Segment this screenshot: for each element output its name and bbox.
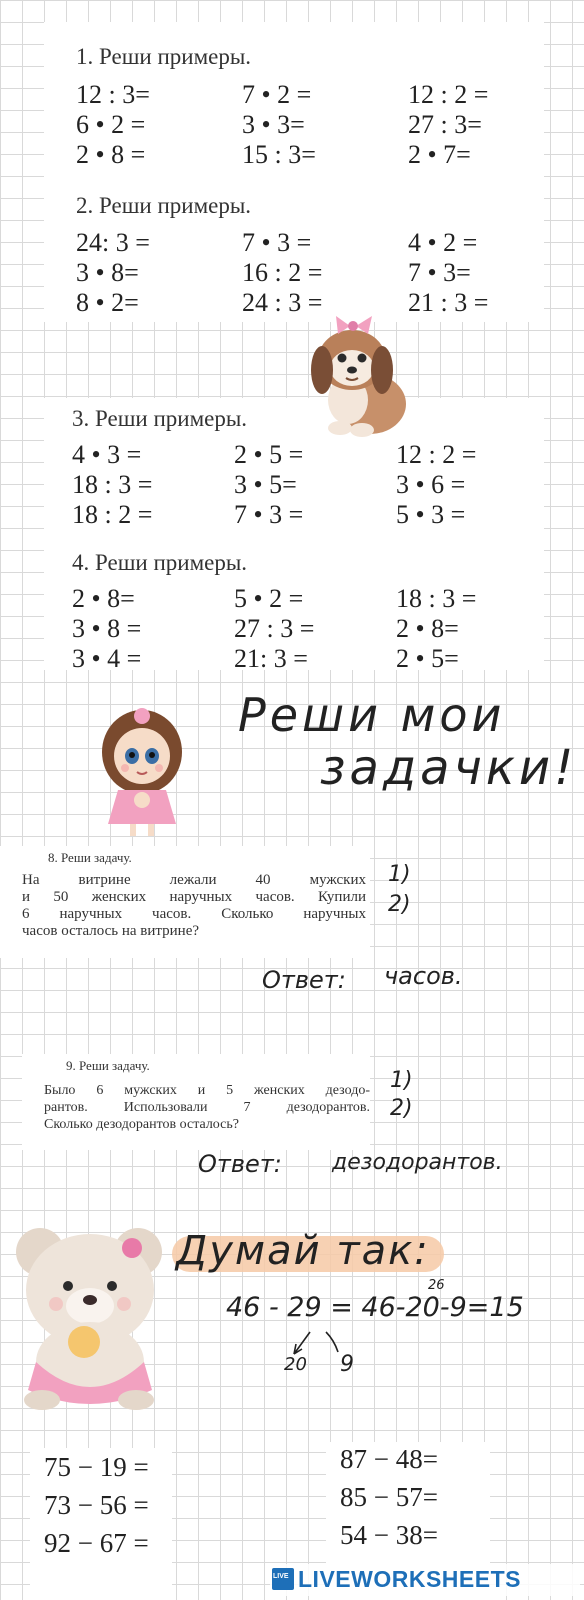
example-cell[interactable]: 12 : 2 = — [396, 440, 477, 469]
example-row — [0, 500, 584, 530]
liveworksheets-logo — [270, 1564, 580, 1596]
task-8-text — [22, 872, 366, 940]
handwritten-heading-line1: Реши мои — [238, 688, 506, 742]
think-equation: 46 - 29 = 46-20-9=15 — [226, 1292, 524, 1323]
exercise-3-grid — [0, 440, 584, 530]
example-row — [0, 140, 584, 170]
example-cell[interactable]: 27 : 3= — [408, 110, 482, 139]
think-split-right: 9 — [340, 1352, 354, 1377]
exercise-2-title: 2. Реши примеры. — [76, 193, 252, 218]
think-split-left: 20 — [284, 1354, 307, 1375]
example-cell[interactable]: 8 • 2= — [76, 288, 139, 317]
example-cell[interactable]: 7 • 3= — [408, 258, 471, 287]
task-9-title: 9. Реши задачу. — [66, 1058, 150, 1073]
example-cell[interactable]: 18 : 3 = — [72, 470, 153, 499]
task-9-answer-unit: дезодорантов. — [332, 1150, 503, 1175]
example-cell[interactable]: 12 : 3= — [76, 80, 150, 109]
bottom-example[interactable]: 85 − 57= — [340, 1482, 438, 1512]
task-9-answer-label: Ответ: — [198, 1150, 282, 1178]
example-row — [0, 470, 584, 500]
example-cell[interactable]: 7 • 3 = — [234, 500, 304, 529]
task-text-line: Было 6 мужских и 5 женских дезодо- — [44, 1083, 370, 1098]
bottom-example[interactable]: 75 − 19 = — [44, 1452, 149, 1482]
example-cell[interactable]: 12 : 2 = — [408, 80, 489, 109]
logo-text: LIVEWORKSHEETS — [298, 1566, 521, 1592]
example-cell[interactable]: 4 • 2 = — [408, 228, 478, 257]
example-cell[interactable]: 24 : 3 = — [242, 288, 323, 317]
logo-icon — [272, 1568, 294, 1590]
example-row — [0, 110, 584, 140]
example-cell[interactable]: 24: 3 = — [76, 228, 150, 257]
task-text-line: часов осталось на витрине? — [22, 923, 200, 939]
girl-illustration — [92, 700, 192, 840]
example-cell[interactable]: 18 : 2 = — [72, 500, 153, 529]
example-cell[interactable]: 27 : 3 = — [234, 614, 315, 643]
example-row — [0, 614, 584, 644]
example-cell[interactable]: 5 • 2 = — [234, 584, 304, 613]
task-text-line: На витрине лежали 40 мужских — [22, 872, 366, 888]
example-cell[interactable]: 16 : 2 = — [242, 258, 323, 287]
example-cell[interactable]: 5 • 3 = — [396, 500, 466, 529]
task-8-answer-label: Ответ: — [262, 966, 346, 994]
example-row — [0, 288, 584, 318]
example-cell[interactable]: 2 • 8 = — [76, 140, 146, 169]
bottom-example[interactable]: 54 − 38= — [340, 1520, 438, 1550]
example-cell[interactable]: 18 : 3 = — [396, 584, 477, 613]
task-text-line: Сколько дезодорантов осталось? — [44, 1117, 239, 1132]
example-cell[interactable]: 2 • 7= — [408, 140, 471, 169]
example-cell[interactable]: 2 • 5= — [396, 644, 459, 673]
example-cell[interactable]: 3 • 4 = — [72, 644, 142, 673]
example-cell[interactable]: 21 : 3 = — [408, 288, 489, 317]
task-text-line: рантов. Использовали 7 дезодорантов. — [44, 1100, 370, 1115]
task-8-answer-unit: часов. — [384, 962, 463, 990]
example-row — [0, 258, 584, 288]
example-cell[interactable]: 3 • 8 = — [72, 614, 142, 643]
task-9-step-1[interactable]: 1) — [390, 1068, 413, 1093]
task-9-text — [44, 1082, 370, 1133]
task-text-line: 6 наручных часов. Сколько наручных — [22, 906, 366, 922]
example-cell[interactable]: 2 • 5 = — [234, 440, 304, 469]
example-row — [0, 228, 584, 258]
task-8-step-1[interactable]: 1) — [388, 862, 411, 887]
example-row — [0, 80, 584, 110]
task-9-step-2[interactable]: 2) — [390, 1096, 413, 1121]
exercise-3-title: 3. Реши примеры. — [72, 406, 248, 431]
bottom-example[interactable]: 92 − 67 = — [44, 1528, 149, 1558]
exercise-2-grid — [0, 228, 584, 318]
task-8-step-2[interactable]: 2) — [388, 892, 411, 917]
example-cell[interactable]: 4 • 3 = — [72, 440, 142, 469]
task-text-line: и 50 женских наручных часов. Купили — [22, 889, 366, 905]
exercise-4-grid — [0, 584, 584, 674]
exercise-1-grid — [0, 80, 584, 170]
exercise-4-title: 4. Реши примеры. — [72, 550, 248, 575]
example-cell[interactable]: 3 • 5= — [234, 470, 297, 499]
think-title: Думай так: — [176, 1228, 430, 1274]
example-cell[interactable]: 3 • 8= — [76, 258, 139, 287]
bottom-example[interactable]: 73 − 56 = — [44, 1490, 149, 1520]
handwritten-heading-line2: задачки! — [320, 740, 578, 796]
decomposition-arrows — [286, 1330, 346, 1356]
example-cell[interactable]: 3 • 6 = — [396, 470, 466, 499]
example-row — [0, 644, 584, 674]
bottom-example[interactable]: 87 − 48= — [340, 1444, 438, 1474]
puppy-illustration — [300, 312, 410, 442]
example-cell[interactable]: 2 • 8= — [72, 584, 135, 613]
logo-icon-letters: LIVE — [273, 1573, 289, 1580]
think-superscript: 26 — [428, 1278, 445, 1293]
example-cell[interactable]: 3 • 3= — [242, 110, 305, 139]
example-cell[interactable]: 7 • 3 = — [242, 228, 312, 257]
example-cell[interactable]: 7 • 2 = — [242, 80, 312, 109]
example-row — [0, 440, 584, 470]
exercise-1-title: 1. Реши примеры. — [76, 44, 252, 69]
example-cell[interactable]: 21: 3 = — [234, 644, 308, 673]
example-cell[interactable]: 15 : 3= — [242, 140, 316, 169]
example-row — [0, 584, 584, 614]
task-8-title: 8. Реши задачу. — [48, 850, 132, 865]
example-cell[interactable]: 2 • 8= — [396, 614, 459, 643]
example-cell[interactable]: 6 • 2 = — [76, 110, 146, 139]
bear-illustration — [6, 1212, 174, 1412]
